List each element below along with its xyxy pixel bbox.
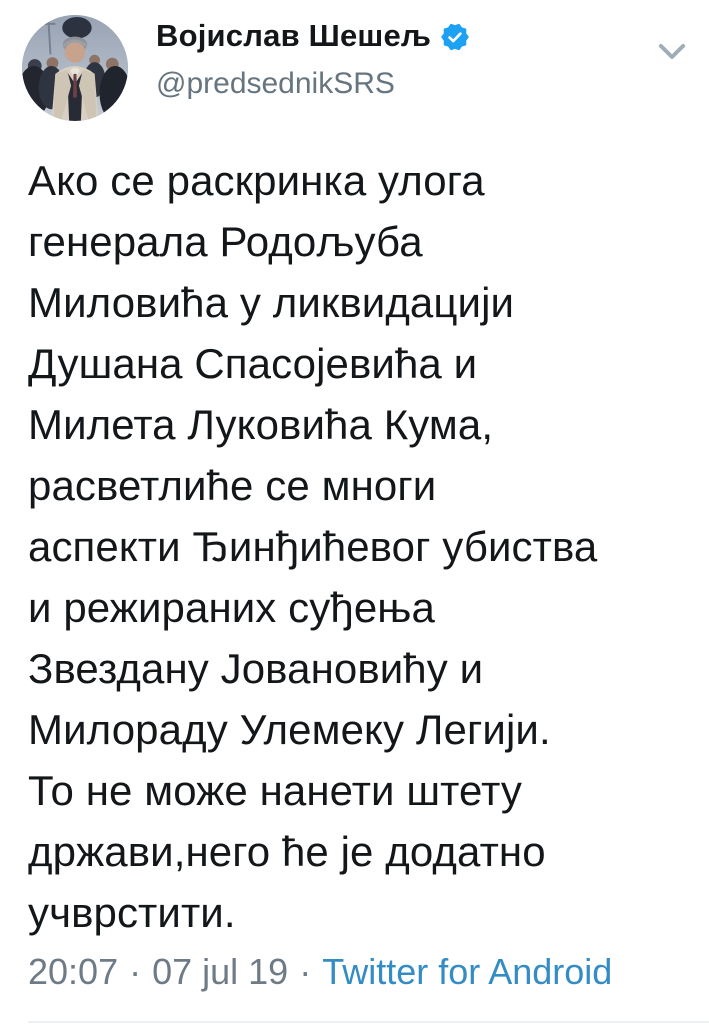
- avatar[interactable]: [22, 15, 128, 121]
- bottom-divider: [28, 1021, 709, 1023]
- meta-separator: ·: [299, 951, 312, 992]
- tweet-date: 07 jul 19: [152, 951, 289, 992]
- author-name[interactable]: Војислав Шешељ: [156, 18, 432, 53]
- tweet-meta: [28, 951, 612, 993]
- profile-photo: [22, 15, 128, 121]
- tweet-text: Ако се раскринка улога генерала Родољуба Миловића у ликвидацији Душана Спасојевића и Милета Луковића Кума, расветлиће се многи аспекти Ђинђићевог убиства и режираних суђења Звездану Јовановићу и Милораду Улемеку Легији. То не може нанети штету држави,него ће је додатно учврстити.: [28, 157, 598, 936]
- tweet-time: 20:07: [28, 951, 119, 992]
- meta-separator: ·: [129, 951, 142, 992]
- author-name-row: [156, 18, 633, 54]
- chevron-down-icon[interactable]: [657, 40, 687, 64]
- verified-badge-icon: [441, 23, 469, 51]
- author-handle[interactable]: @predsednikSRS: [156, 67, 395, 100]
- tweet-source-link[interactable]: Twitter for Android: [322, 951, 613, 992]
- tweet-header: [22, 14, 693, 124]
- author-id-block: [156, 18, 633, 101]
